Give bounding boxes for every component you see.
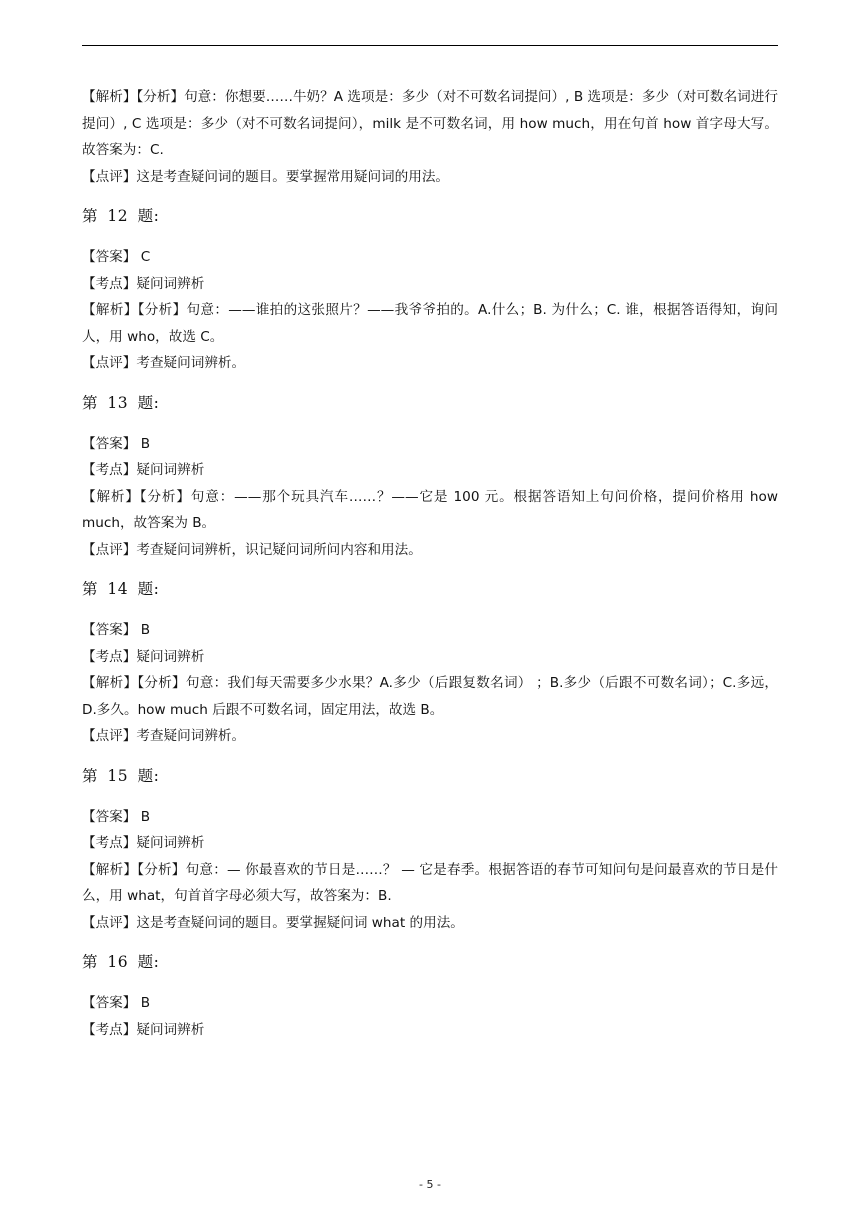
comment-text: 【点评】考查疑问词辨析。 <box>82 728 246 744</box>
question-14 <box>82 578 778 750</box>
question-12 <box>82 205 778 377</box>
question-heading: 第 14 题: <box>82 580 160 598</box>
point-text: 【考点】疑问词辨析 <box>82 275 205 292</box>
question-13 <box>82 392 778 564</box>
header-rule <box>82 45 778 46</box>
page-number: - 5 - <box>419 1178 441 1191</box>
answer-text: 【答案】 B <box>82 995 151 1011</box>
answer-text: 【答案】 C <box>82 249 151 265</box>
comment-text: 【点评】考查疑问词辨析。 <box>82 355 246 371</box>
comment-text: 【点评】这是考查疑问词的题目。要掌握常用疑问词的用法。 <box>82 168 450 185</box>
point-text: 【考点】疑问词辨析 <box>82 648 205 665</box>
analysis-text: 【解析】【分析】句意：— 你最喜欢的节日是……？ — 它是春季。根据答语的春节可知问句是问最喜欢的节日是什么，用 what，句首首字母必须大写，故答案为：B. <box>82 861 778 904</box>
question-heading: 第 16 题: <box>82 953 160 971</box>
answer-text: 【答案】 B <box>82 435 151 452</box>
analysis-text: 【解析】【分析】句意：你想要……牛奶？A 选项是：多少（对不可数名词提问）, B 选项是：多少（对可数名词进行提问）, C 选项是：多少（对不可数名词提问），milk 是不可数名词，用 how much，用在句首 how 首字母大写。故答案为：C. <box>82 89 778 158</box>
analysis-text: 【解析】【分析】句意：——那个玩具汽车……？——它是 100 元。根据答语知上句问价格，提问价格用 how much，故答案为 B。 <box>82 488 778 531</box>
page-content <box>82 84 778 1043</box>
question-16 <box>82 951 778 1043</box>
question-heading: 第 12 题: <box>82 207 160 225</box>
point-text: 【考点】疑问词辨析 <box>82 462 205 478</box>
q11-tail-block <box>82 84 778 190</box>
comment-text: 【点评】考查疑问词辨析，识记疑问词所问内容和用法。 <box>82 541 422 558</box>
question-15 <box>82 765 778 937</box>
point-text: 【考点】疑问词辨析 <box>82 835 205 851</box>
answer-text: 【答案】 B <box>82 808 151 825</box>
analysis-text: 【解析】【分析】句意：——谁拍的这张照片？——我爷爷拍的。A.什么；B. 为什么；C. 谁，根据答语得知，询问人，用 who，故选 C。 <box>82 302 778 345</box>
answer-text: 【答案】 B <box>82 622 151 638</box>
comment-text: 【点评】这是考查疑问词的题目。要掌握疑问词 what 的用法。 <box>82 914 464 931</box>
analysis-text: 【解析】【分析】句意：我们每天需要多少水果？A.多少（后跟复数名词） ；B.多少（后跟不可数名词）；C.多远，D.多久。how much 后跟不可数名词，固定用法，故选 B。 <box>82 675 778 718</box>
question-heading: 第 13 题: <box>82 393 160 412</box>
point-text: 【考点】疑问词辨析 <box>82 1021 205 1038</box>
question-heading: 第 15 题: <box>82 766 160 785</box>
